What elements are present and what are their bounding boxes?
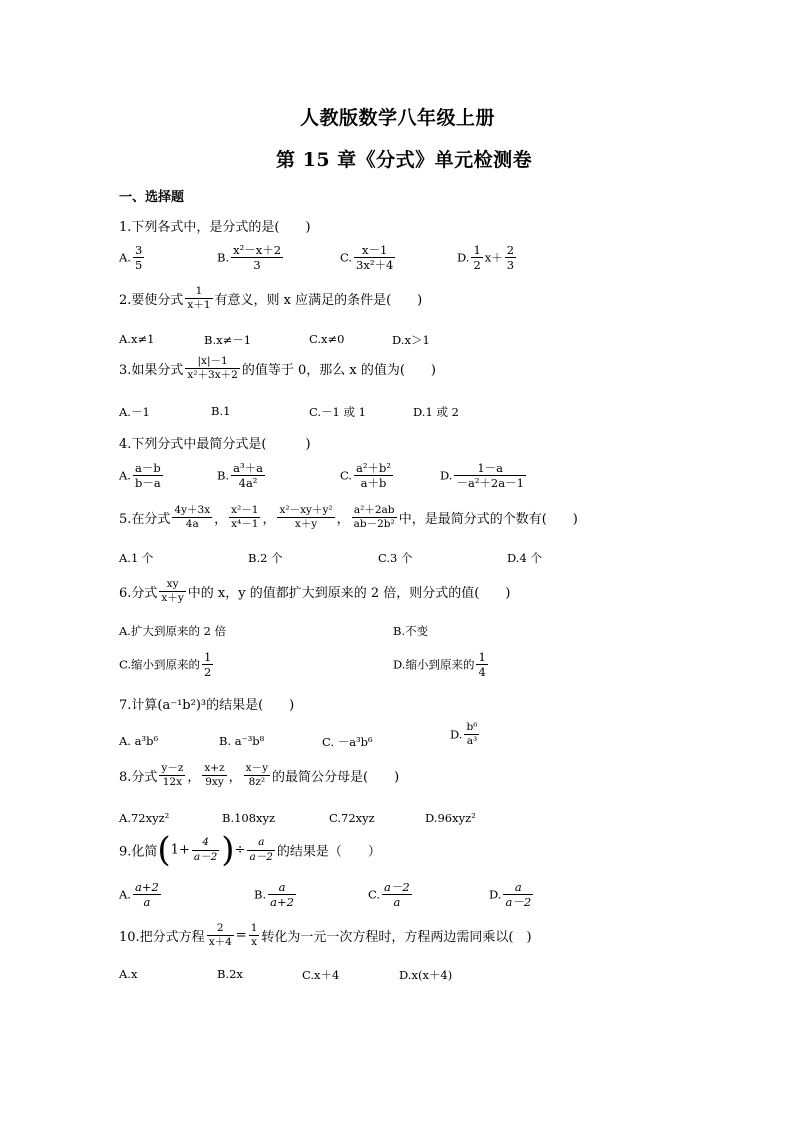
denominator: 5 xyxy=(134,258,143,273)
denominator: a xyxy=(143,895,151,910)
left-paren: ( xyxy=(157,830,171,870)
denominator: a－2 xyxy=(505,895,532,910)
right-paren: ) xyxy=(221,830,235,870)
q9-option-c[interactable] xyxy=(368,881,414,908)
q3-option-b[interactable]: B.1 xyxy=(211,404,231,418)
stem-text: 5.在分式 xyxy=(119,512,171,528)
option-label: A. xyxy=(119,887,131,902)
q6-option-b[interactable]: B.不变 xyxy=(393,624,429,638)
denominator: a+2 xyxy=(270,895,294,910)
stem-text: 转化为一元一次方程时，方程两边需同乘以( ) xyxy=(261,930,532,946)
numerator: 1 xyxy=(478,650,486,664)
q1-option-d[interactable] xyxy=(457,244,518,271)
numerator: 1 xyxy=(185,286,212,299)
q2-option-a[interactable]: A.x≠1 xyxy=(119,332,155,346)
question-5-stem xyxy=(119,505,578,530)
q3-option-d[interactable]: D.1 或 2 xyxy=(413,405,459,419)
q7-option-c[interactable]: C. －a³b⁶ xyxy=(322,735,373,749)
denominator: 4a² xyxy=(238,476,258,491)
q1-option-b[interactable] xyxy=(217,244,285,271)
denominator: 2 xyxy=(204,665,212,680)
numerator: 1－a xyxy=(454,462,525,476)
q5-option-c[interactable]: C.3 个 xyxy=(378,551,413,565)
denominator: x＋y xyxy=(161,592,184,605)
q10-option-b[interactable]: B.2x xyxy=(217,967,243,981)
denominator: 3 xyxy=(506,258,515,273)
option-label: C. xyxy=(368,887,381,902)
q8-option-a[interactable]: A.72xyz² xyxy=(119,811,170,825)
question-10-stem xyxy=(119,923,532,948)
q2-option-b[interactable]: B.x≠－1 xyxy=(204,333,252,347)
q3-option-a[interactable]: A.－1 xyxy=(119,405,150,419)
q9-option-d[interactable] xyxy=(489,881,535,908)
option-label: D. xyxy=(450,727,463,742)
numerator: 1 xyxy=(249,923,260,936)
q4-option-a[interactable] xyxy=(119,462,165,489)
numerator: a－2 xyxy=(384,880,410,894)
q7-option-b[interactable]: B. a⁻³b⁸ xyxy=(219,734,265,748)
option-label: B. xyxy=(217,250,230,265)
stem-text: 2.要使分式 xyxy=(119,293,184,309)
denominator: x＋y xyxy=(294,518,318,531)
numerator: x²－1 xyxy=(229,505,260,518)
option-label: D. xyxy=(457,250,470,265)
denominator: －a²＋2a－1 xyxy=(456,476,524,491)
option-label: A. xyxy=(119,468,131,483)
denominator: x xyxy=(251,936,257,949)
question-8-stem xyxy=(119,763,399,788)
separator: ， xyxy=(214,512,228,528)
page-subtitle: 第 15 章《分式》单元检测卷 xyxy=(276,149,533,171)
q6-option-d[interactable] xyxy=(393,651,490,678)
numerator: 2 xyxy=(506,243,515,257)
q9-option-a[interactable] xyxy=(119,881,163,908)
denominator: x²＋3x＋2 xyxy=(187,369,238,382)
stem-text: 有意义，则 x 应满足的条件是( ) xyxy=(214,293,423,309)
q10-option-c[interactable]: C.x＋4 xyxy=(302,968,340,982)
separator: ， xyxy=(187,770,201,786)
numerator: 3 xyxy=(134,243,143,257)
q10-option-d[interactable]: D.x(x＋4) xyxy=(399,968,453,982)
denominator: x＋1 xyxy=(187,299,211,312)
option-text: D.缩小到原来的 xyxy=(393,657,475,672)
numerator: b⁶ xyxy=(464,722,479,735)
denominator: a xyxy=(393,895,401,910)
option-label: A. xyxy=(119,250,131,265)
denominator: a－2 xyxy=(249,850,273,863)
numerator: xy xyxy=(159,579,185,592)
numerator: a－b xyxy=(134,461,161,475)
page-title: 人教版数学八年级上册 xyxy=(300,107,496,129)
denominator: 4a xyxy=(185,518,199,531)
denominator: 4 xyxy=(478,665,486,680)
numerator: 1 xyxy=(204,650,212,664)
divide-sign: ÷ xyxy=(234,842,246,858)
q8-option-d[interactable]: D.96xyz² xyxy=(425,811,476,825)
question-4-stem: 4.下列分式中最简分式是( ) xyxy=(119,437,311,452)
q5-option-b[interactable]: B.2 个 xyxy=(248,551,283,565)
q4-option-b[interactable] xyxy=(217,462,267,489)
question-7-stem: 7.计算(a⁻¹b²)³的结果是( ) xyxy=(119,698,295,713)
denominator: 12x xyxy=(162,776,183,789)
separator: ， xyxy=(262,512,276,528)
denominator: x＋4 xyxy=(208,936,232,949)
numerator: a³＋a xyxy=(233,461,263,475)
option-text: C.缩小到原来的 xyxy=(119,657,201,672)
numerator: x+z xyxy=(202,763,226,776)
stem-text: 10.把分式方程 xyxy=(119,930,205,946)
denominator: a＋b xyxy=(360,476,387,491)
denominator: 2 xyxy=(473,258,481,273)
q7-option-d[interactable] xyxy=(450,722,481,747)
section-heading: 一、选择题 xyxy=(119,190,185,205)
option-label: B. xyxy=(254,887,267,902)
numerator: 4y＋3x xyxy=(172,505,212,518)
separator: ， xyxy=(228,770,242,786)
question-1-stem: 1.下列各式中，是分式的是( ) xyxy=(119,220,311,235)
denominator: 9xy xyxy=(205,776,224,789)
numerator: 2 xyxy=(207,923,234,936)
q10-option-a[interactable]: A.x xyxy=(119,967,138,981)
numerator: a xyxy=(268,881,296,895)
numerator: a²＋2ab xyxy=(352,505,397,518)
q1-option-c[interactable] xyxy=(340,244,397,271)
numerator: x－y xyxy=(244,763,270,776)
q8-option-c[interactable]: C.72xyz xyxy=(329,811,375,825)
expression-text: x＋ xyxy=(484,250,503,265)
question-3-stem xyxy=(119,356,436,381)
stem-text: 中的 x，y 的值都扩大到原来的 2 倍，则分式的值( ) xyxy=(187,586,511,602)
q8-option-b[interactable]: B.108xyz xyxy=(222,811,276,825)
q6-option-a[interactable]: A.扩大到原来的 2 倍 xyxy=(119,624,227,638)
option-label: B. xyxy=(217,468,230,483)
q1-option-a[interactable] xyxy=(119,244,146,271)
numerator: a xyxy=(247,837,274,850)
denominator: 3 xyxy=(253,258,261,273)
stem-text: 的最简公分母是( ) xyxy=(272,770,400,786)
numerator: 4 xyxy=(192,837,219,850)
numerator: a+2 xyxy=(134,880,159,894)
stem-text: 6.分式 xyxy=(119,586,158,602)
denominator: b－a xyxy=(134,476,161,491)
denominator: 8z² xyxy=(248,776,266,789)
denominator: a－2 xyxy=(193,850,218,863)
q4-option-c[interactable] xyxy=(340,462,395,489)
denominator: a³ xyxy=(466,735,478,748)
stem-text: 的值等于 0，那么 x 的值为( ) xyxy=(241,363,436,379)
denominator: x⁴－1 xyxy=(231,518,259,531)
option-label: D. xyxy=(489,887,502,902)
numerator: a²＋b² xyxy=(356,461,391,475)
question-6-stem xyxy=(119,579,510,604)
q5-option-d[interactable]: D.4 个 xyxy=(507,551,542,565)
option-label: C. xyxy=(340,468,353,483)
option-label: C. xyxy=(340,250,353,265)
stem-text: 中，是最简分式的个数有( ) xyxy=(398,512,578,528)
stem-text: 9.化简 xyxy=(119,844,158,860)
question-9-stem xyxy=(119,830,381,870)
numerator: x²－x＋2 xyxy=(233,243,282,257)
expression-text: 1+ xyxy=(170,842,190,858)
numerator: 1 xyxy=(473,243,481,257)
numerator: |x|－1 xyxy=(185,356,239,369)
q2-option-d[interactable]: D.x＞1 xyxy=(392,333,430,347)
numerator: y－z xyxy=(159,763,185,776)
stem-text: 8.分式 xyxy=(119,770,158,786)
q4-option-d[interactable] xyxy=(440,462,528,489)
numerator: x－1 xyxy=(354,244,395,258)
denominator: ab－2b² xyxy=(353,518,395,531)
separator: ， xyxy=(336,512,350,528)
q6-option-c[interactable] xyxy=(119,651,215,678)
denominator: 3x²＋4 xyxy=(356,258,394,273)
stem-text: 3.如果分式 xyxy=(119,363,184,379)
q9-option-b[interactable] xyxy=(254,881,298,908)
numerator: x²－xy＋y² xyxy=(277,505,334,518)
q7-option-a[interactable]: A. a³b⁶ xyxy=(119,734,159,748)
q3-option-c[interactable]: C.－1 或 1 xyxy=(309,405,366,419)
q5-option-a[interactable]: A.1 个 xyxy=(119,551,154,565)
stem-text: 的结果是（ ） xyxy=(276,844,381,860)
equals-sign: = xyxy=(235,928,247,944)
question-2-stem xyxy=(119,286,422,311)
option-label: D. xyxy=(440,468,453,483)
numerator: a xyxy=(503,881,533,895)
q2-option-c[interactable]: C.x≠0 xyxy=(309,332,345,346)
